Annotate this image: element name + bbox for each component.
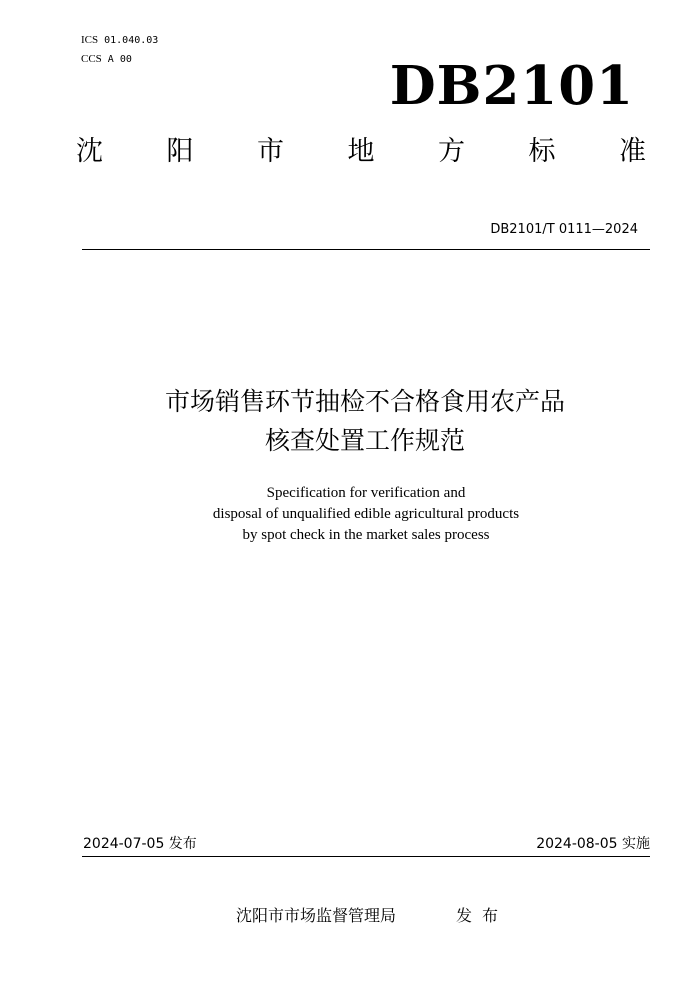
- bottom-divider: [82, 856, 650, 857]
- ccs-label: CCS: [81, 53, 102, 65]
- issue-date: 2024-07-05 发布: [83, 836, 197, 852]
- standard-code-heading: DB2101: [389, 55, 634, 117]
- ccs-classification: [81, 53, 132, 66]
- ccs-code: A 00: [107, 54, 132, 65]
- standard-type-char: 阳: [166, 136, 194, 167]
- publish-label: 发布: [456, 906, 509, 925]
- standard-type-heading: [76, 134, 646, 170]
- title-en-line-1: Specification for verification and: [266, 485, 466, 501]
- standard-type-char: 市: [257, 136, 284, 167]
- ics-label: ICS: [81, 34, 99, 46]
- ics-classification: [81, 34, 158, 47]
- title-zh-line-1: 市场销售环节抽检不合格食用农产品: [164, 387, 565, 416]
- standard-type-char: 沈: [76, 136, 103, 167]
- standard-type-char: 地: [347, 136, 375, 167]
- standard-number: DB2101/T 0111—2024: [490, 222, 638, 237]
- ics-code: 01.040.03: [104, 35, 159, 46]
- standard-type-char: 标: [528, 136, 556, 167]
- standard-type-char: 方: [438, 136, 465, 167]
- implementation-date: 2024-08-05 实施: [536, 836, 650, 852]
- title-en-line-2: disposal of unqualified edible agricultural products: [212, 506, 520, 522]
- title-zh-line-2: 核查处置工作规范: [264, 426, 465, 455]
- top-divider: [82, 249, 650, 250]
- publisher-name: 沈阳市市场监督管理局: [236, 906, 397, 925]
- title-en-line-3: by spot check in the market sales process: [242, 527, 490, 543]
- standard-type-char: 准: [619, 136, 646, 167]
